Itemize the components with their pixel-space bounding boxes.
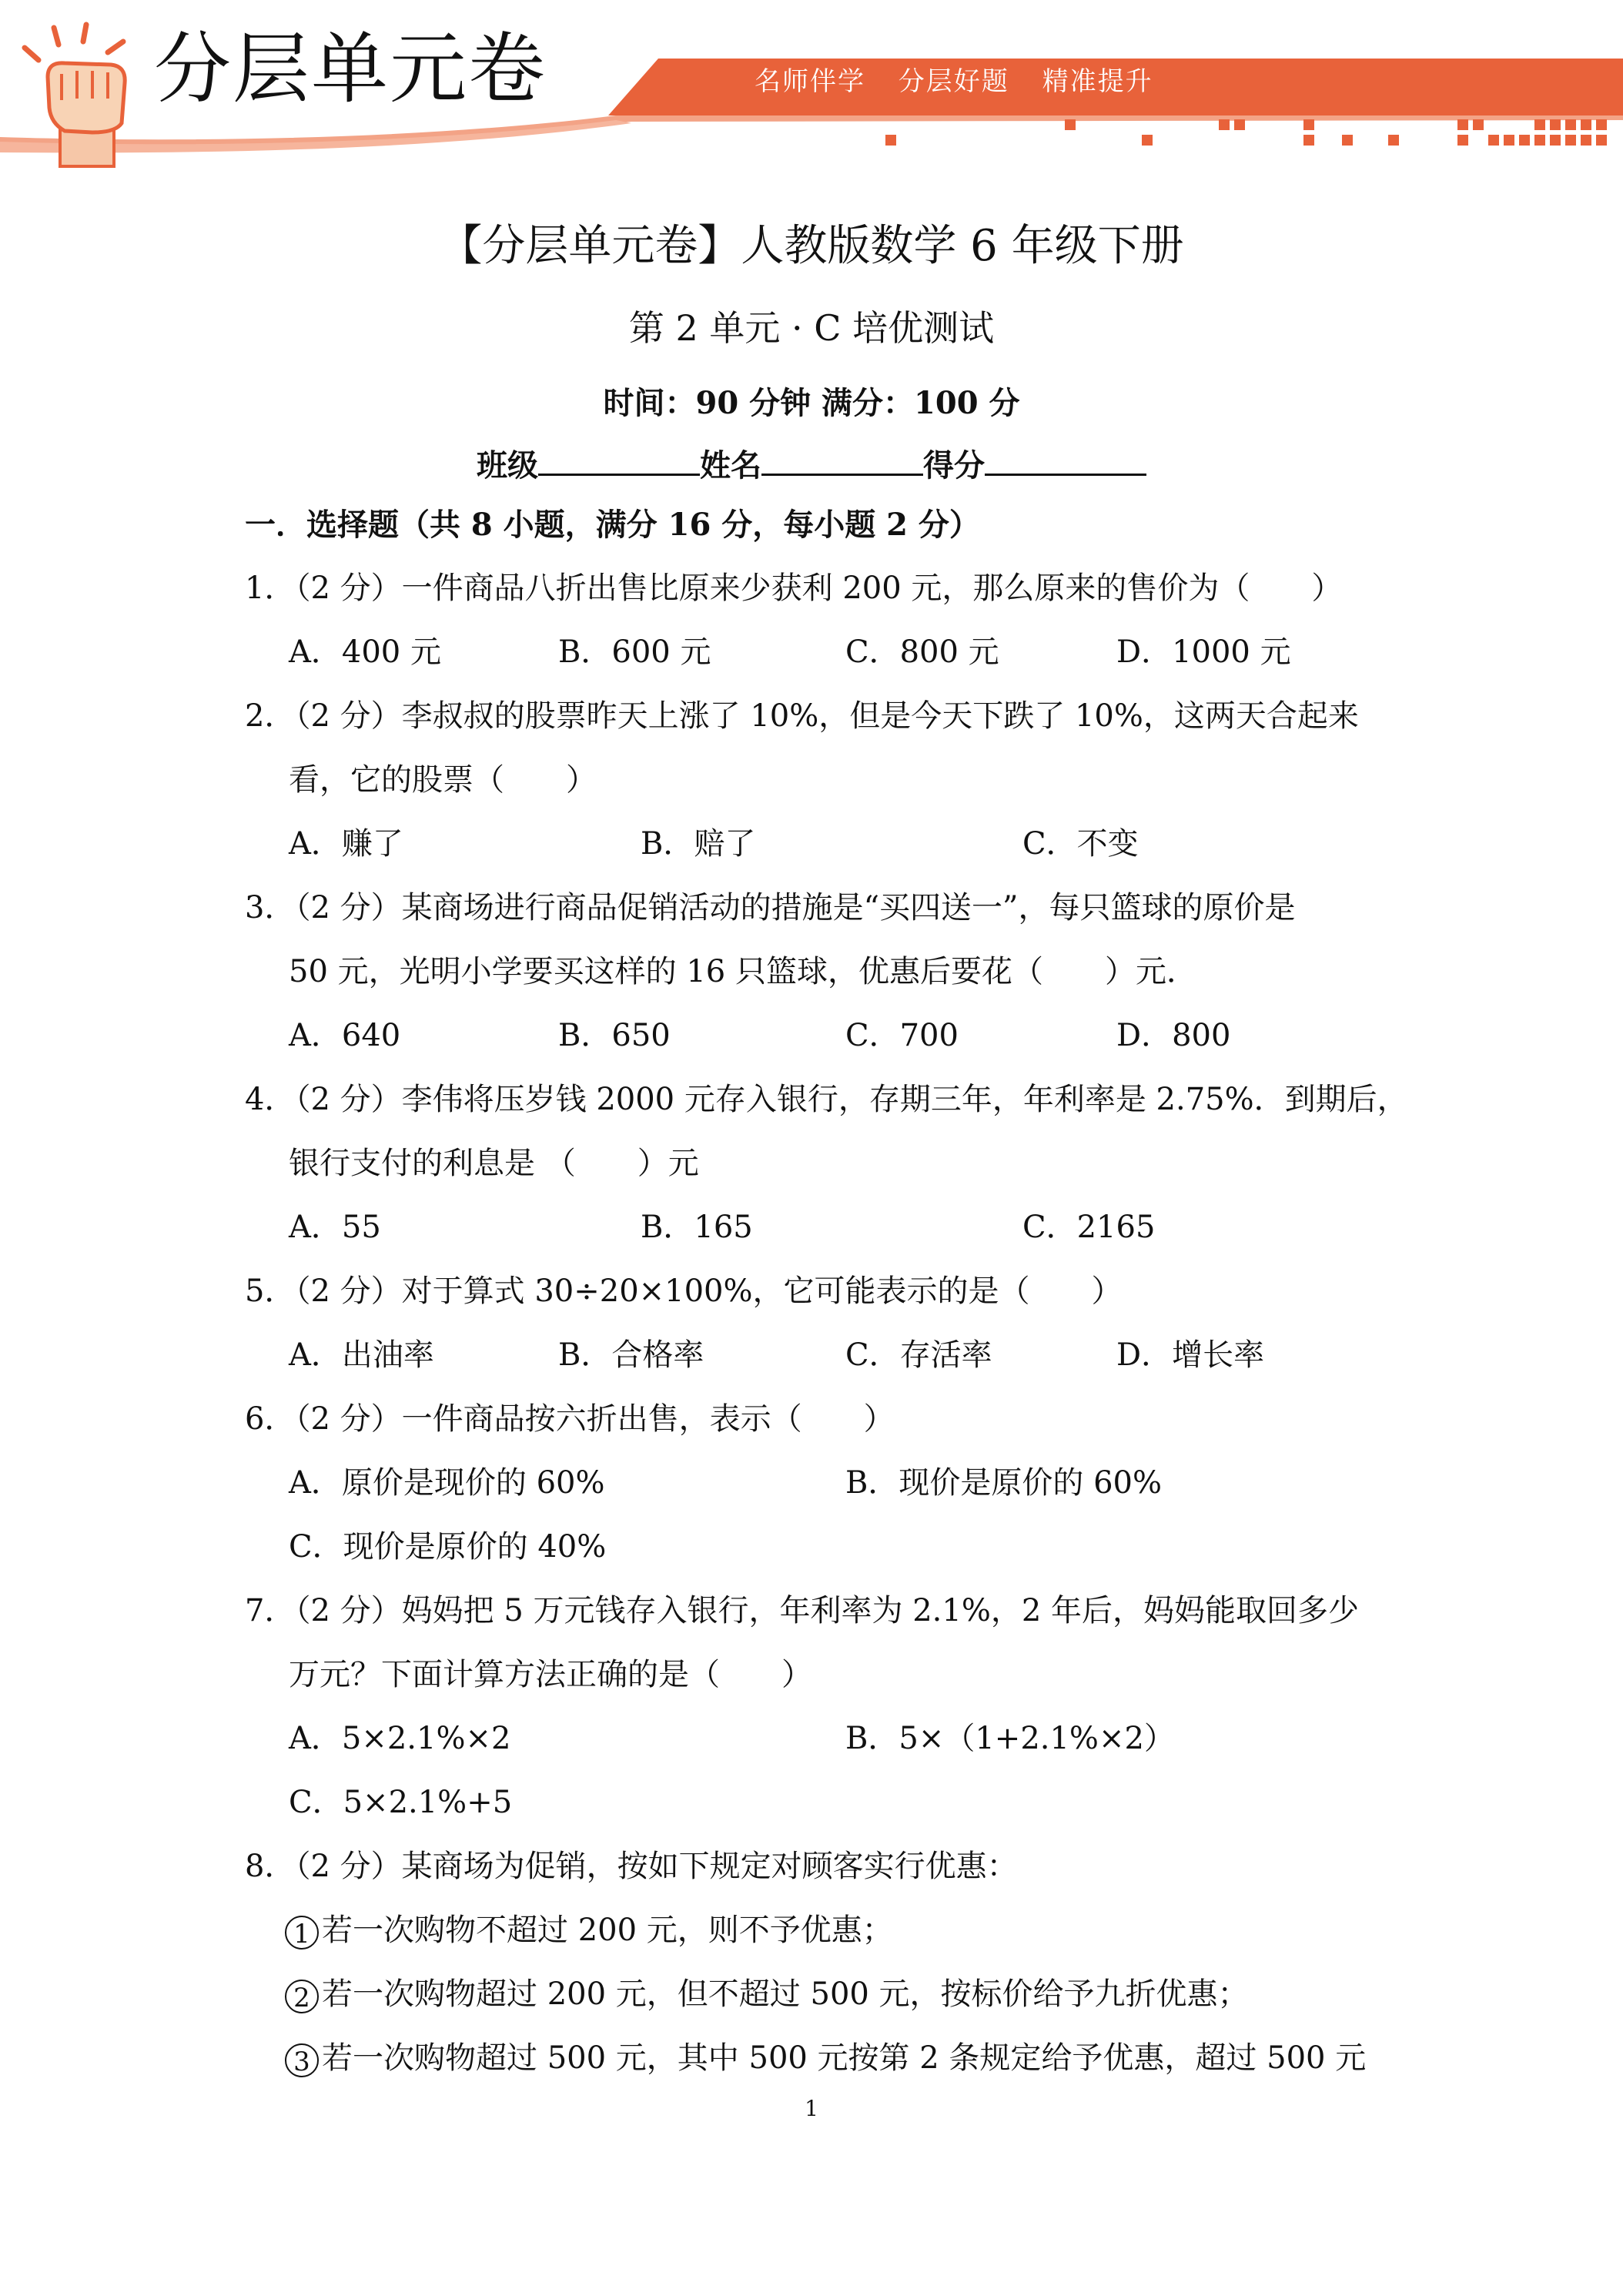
- q3-option-d: D．800: [1116, 1018, 1231, 1053]
- q4-option-c: C．2165: [1022, 1210, 1156, 1245]
- page-header: [0, 0, 1623, 169]
- q3-option-b: B．650: [558, 1018, 671, 1053]
- question-2-stem-cont: 看，它的股票（ ）: [289, 762, 597, 798]
- rule-number-badge: 3: [285, 2043, 319, 2077]
- q8-rule-2: [285, 1976, 1249, 2013]
- page-title: 【分层单元卷】人教版数学 6 年级下册: [439, 221, 1184, 271]
- time-score-line: 时间：90 分钟 满分：100 分: [603, 385, 1020, 421]
- q8-rule-3: [285, 2040, 1366, 2077]
- name-label: 姓名: [700, 447, 761, 484]
- rule-number-badge: 2: [285, 1980, 319, 2013]
- question-1-stem: 1．（2 分）一件商品八折出售比原来少获利 200 元，那么原来的售价为（ ）: [245, 571, 1343, 606]
- q7-option-b: B．5×（1+2.1%×2）: [845, 1721, 1175, 1756]
- class-blank: [538, 473, 700, 476]
- name-blank: [761, 473, 923, 476]
- question-6-stem: 6．（2 分）一件商品按六折出售，表示（ ）: [245, 1401, 895, 1437]
- q5-option-d: D．增长率: [1116, 1337, 1265, 1373]
- q2-option-b: B．赔了: [641, 826, 756, 862]
- q4-option-b: B．165: [641, 1210, 753, 1245]
- q2-option-c: C．不变: [1022, 826, 1139, 862]
- rule-text: 若一次购物超过 200 元，但不超过 500 元，按标价给予九折优惠；: [322, 1976, 1249, 2012]
- rule-text: 若一次购物不超过 200 元，则不予优惠；: [322, 1913, 893, 1948]
- rule-number-badge: 1: [285, 1916, 319, 1950]
- question-3-stem: 3．（2 分）某商场进行商品促销活动的措施是“买四送一”，每只篮球的原价是: [245, 890, 1296, 925]
- q3-option-c: C．700: [845, 1018, 959, 1053]
- q6-option-a: A．原价是现价的 60%: [289, 1465, 605, 1501]
- page-subtitle: 第 2 单元 · C 培优测试: [628, 307, 995, 349]
- q7-option-c: C．5×2.1%+5: [289, 1785, 513, 1820]
- q6-option-b: B．现价是原价的 60%: [845, 1465, 1163, 1501]
- question-3-stem-cont: 50 元，光明小学要买这样的 16 只篮球，优惠后要花（ ）元．: [289, 954, 1197, 989]
- q6-option-c: C．现价是原价的 40%: [289, 1529, 607, 1565]
- question-2-stem: 2．（2 分）李叔叔的股票昨天上涨了 10%，但是今天下跌了 10%，这两天合起来: [245, 698, 1359, 734]
- q5-option-c: C．存活率: [845, 1337, 992, 1373]
- q8-rule-1: [285, 1912, 893, 1950]
- q2-option-a: A．赚了: [289, 826, 403, 862]
- score-blank: [985, 473, 1146, 476]
- q1-option-c: C．800 元: [845, 634, 999, 670]
- question-7-stem: 7．（2 分）妈妈把 5 万元钱存入银行，年利率为 2.1%，2 年后，妈妈能取回多少: [245, 1593, 1359, 1628]
- score-label: 得分: [923, 447, 985, 484]
- q7-option-a: A．5×2.1%×2: [289, 1721, 511, 1756]
- q1-option-d: D．1000 元: [1116, 634, 1291, 670]
- question-4-stem: 4．（2 分）李伟将压岁钱 2000 元存入银行，存期三年，年利率是 2.75%．到期后，: [245, 1082, 1408, 1117]
- class-label: 班级: [477, 447, 538, 484]
- q5-option-b: B．合格率: [558, 1337, 704, 1373]
- brand-slogan: 名师伴学 分层好题 精准提升: [755, 66, 1153, 97]
- page-number: 1: [805, 2096, 818, 2121]
- question-8-stem: 8．（2 分）某商场为促销，按如下规定对顾客实行优惠：: [245, 1849, 1018, 1884]
- rule-text: 若一次购物超过 500 元，其中 500 元按第 2 条规定给予优惠，超过 500 元: [322, 2040, 1367, 2076]
- q4-option-a: A．55: [289, 1210, 381, 1245]
- q3-option-a: A．640: [289, 1018, 401, 1053]
- question-5-stem: 5．（2 分）对于算式 30÷20×100%，它可能表示的是（ ）: [245, 1274, 1123, 1309]
- question-7-stem-cont: 万元？下面计算方法正确的是（ ）: [289, 1657, 812, 1692]
- q5-option-a: A．出油率: [289, 1337, 434, 1373]
- brand-title: 分层单元卷: [154, 24, 547, 114]
- q1-option-a: A．400 元: [289, 634, 441, 670]
- section-heading: 一．选择题（共 8 小题，满分 16 分，每小题 2 分）: [245, 507, 980, 543]
- student-info-line: [0, 441, 1623, 485]
- question-4-stem-cont: 银行支付的利息是 （ ）元: [289, 1146, 699, 1181]
- q1-option-b: B．600 元: [558, 634, 711, 670]
